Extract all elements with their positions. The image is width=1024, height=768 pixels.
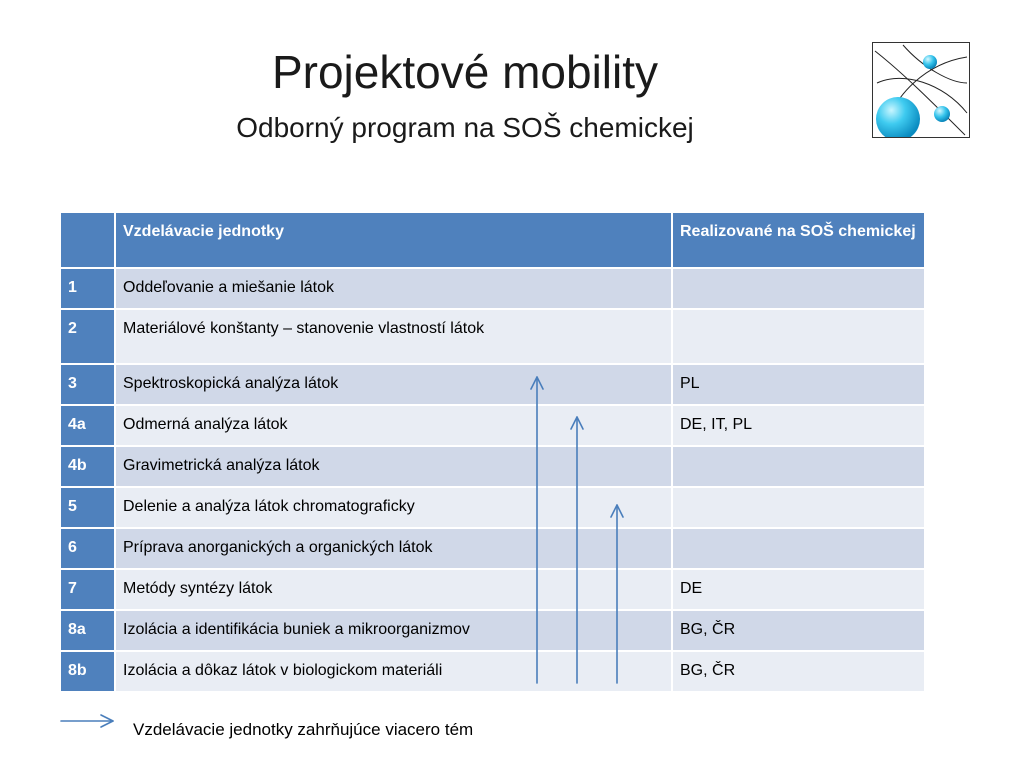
row-realized bbox=[673, 269, 924, 310]
row-number: 8a bbox=[61, 611, 116, 652]
row-unit: Materiálové konštanty – stanovenie vlastností látok bbox=[116, 310, 673, 365]
row-number: 4a bbox=[61, 406, 116, 447]
table-row bbox=[61, 570, 924, 611]
row-realized bbox=[673, 488, 924, 529]
row-unit: Izolácia a identifikácia buniek a mikroorganizmov bbox=[116, 611, 673, 652]
row-realized bbox=[673, 310, 924, 365]
header-units: Vzdelávacie jednotky bbox=[116, 213, 673, 269]
row-unit: Izolácia a dôkaz látok v biologickom materiáli bbox=[116, 652, 673, 693]
header-realized: Realizované na SOŠ chemickej bbox=[673, 213, 924, 269]
table-row bbox=[61, 365, 924, 406]
row-number: 8b bbox=[61, 652, 116, 693]
table-row bbox=[61, 310, 924, 365]
header-number bbox=[61, 213, 116, 269]
row-realized: PL bbox=[673, 365, 924, 406]
row-unit: Oddeľovanie a miešanie látok bbox=[116, 269, 673, 310]
row-realized bbox=[673, 447, 924, 488]
row-unit: Gravimetrická analýza látok bbox=[116, 447, 673, 488]
table-row bbox=[61, 529, 924, 570]
row-number: 1 bbox=[61, 269, 116, 310]
table-row bbox=[61, 488, 924, 529]
table-row bbox=[61, 447, 924, 488]
table-row bbox=[61, 611, 924, 652]
row-unit: Delenie a analýza látok chromatograficky bbox=[116, 488, 673, 529]
row-realized: DE bbox=[673, 570, 924, 611]
table-row bbox=[61, 652, 924, 693]
row-number: 4b bbox=[61, 447, 116, 488]
table-header-row bbox=[61, 213, 924, 269]
row-realized: DE, IT, PL bbox=[673, 406, 924, 447]
row-realized: BG, ČR bbox=[673, 611, 924, 652]
row-number: 7 bbox=[61, 570, 116, 611]
row-unit: Odmerná analýza látok bbox=[116, 406, 673, 447]
table-row bbox=[61, 269, 924, 310]
table-row bbox=[61, 406, 924, 447]
row-number: 5 bbox=[61, 488, 116, 529]
row-realized bbox=[673, 529, 924, 570]
education-units-table bbox=[61, 213, 924, 693]
legend-text: Vzdelávacie jednotky zahrňujúce viacero tém bbox=[133, 720, 474, 739]
atom-molecule-icon bbox=[872, 42, 970, 138]
slide-subtitle: Odborný program na SOŠ chemickej bbox=[236, 112, 694, 143]
legend-arrow-icon bbox=[61, 715, 113, 727]
row-number: 6 bbox=[61, 529, 116, 570]
slide-title: Projektové mobility bbox=[271, 46, 659, 98]
row-unit: Spektroskopická analýza látok bbox=[116, 365, 673, 406]
row-unit: Príprava anorganických a organických látok bbox=[116, 529, 673, 570]
row-number: 3 bbox=[61, 365, 116, 406]
row-number: 2 bbox=[61, 310, 116, 365]
row-unit: Metódy syntézy látok bbox=[116, 570, 673, 611]
row-realized: BG, ČR bbox=[673, 652, 924, 693]
